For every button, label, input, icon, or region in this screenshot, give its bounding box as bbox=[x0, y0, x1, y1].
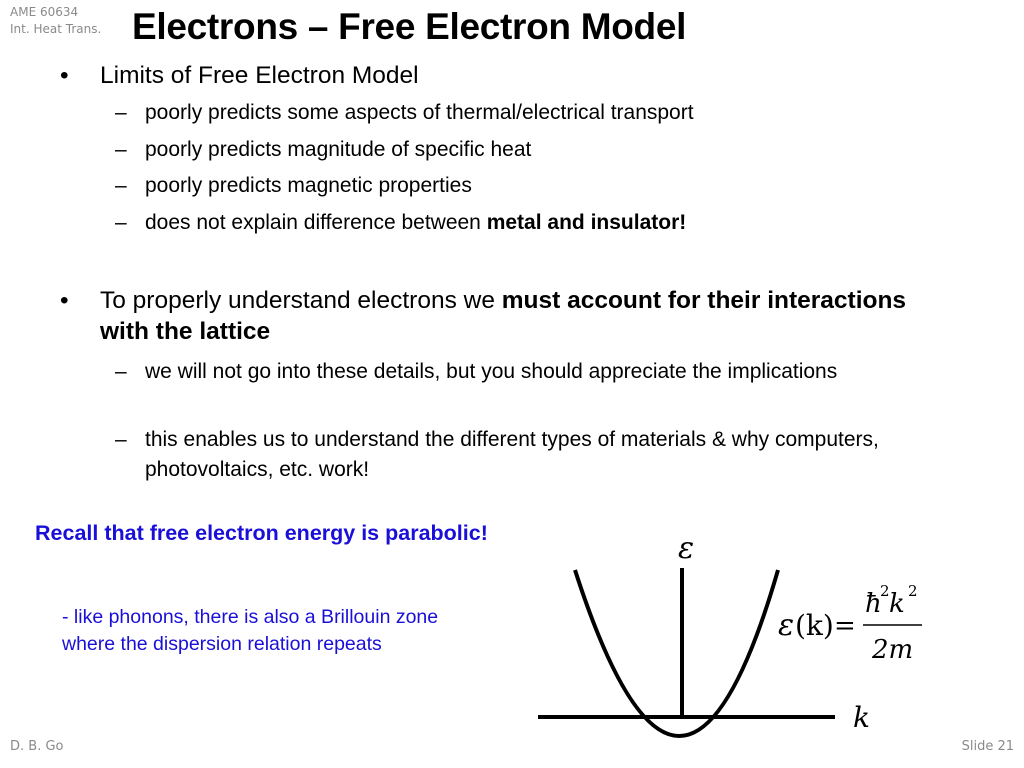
text-bold: must account for their interactions with the lattice bbox=[100, 287, 907, 345]
eq-epsilon: ε bbox=[778, 608, 795, 643]
brillouin-note: - like phonons, there is also a Brillouin zone where the dispersion relation repeats bbox=[62, 606, 439, 655]
dispersion-equation bbox=[778, 582, 922, 665]
dispersion-diagram bbox=[520, 530, 940, 740]
sub-bullet-magnetic bbox=[115, 171, 915, 201]
eq-k: k bbox=[889, 589, 905, 619]
bullet-limits bbox=[60, 60, 920, 91]
eq-k-exponent: 2 bbox=[908, 582, 918, 600]
course-code: AME 60634 bbox=[10, 5, 79, 19]
bullet-text: Limits of Free Electron Model bbox=[100, 62, 419, 89]
eq-denominator: 2m bbox=[872, 635, 914, 665]
dash-marker: – bbox=[115, 174, 127, 197]
sub-bullet-materials bbox=[115, 425, 915, 485]
dash-marker: – bbox=[115, 428, 127, 451]
sub-bullet-text bbox=[145, 208, 915, 238]
dash-marker: – bbox=[115, 211, 127, 234]
footer-author: D. B. Go bbox=[10, 739, 64, 754]
dash-marker: – bbox=[115, 138, 127, 161]
bullet-text bbox=[100, 285, 920, 347]
sub-bullet-text: poorly predicts magnetic properties bbox=[145, 174, 472, 197]
k-axis-label: k bbox=[853, 701, 870, 734]
sub-bullet-transport bbox=[115, 98, 915, 128]
bullet-marker: • bbox=[60, 287, 69, 314]
slide-title: Electrons – Free Electron Model bbox=[132, 6, 687, 47]
dash-marker: – bbox=[115, 101, 127, 124]
bullet-marker: • bbox=[60, 62, 69, 89]
sub-bullet-text: poorly predicts magnitude of specific heat bbox=[145, 138, 532, 161]
sub-bullet-text: poorly predicts some aspects of thermal/electrical transport bbox=[145, 101, 694, 124]
text-bold: metal and insulator! bbox=[486, 211, 687, 234]
dash-marker: – bbox=[115, 360, 127, 383]
sub-bullet-text: we will not go into these details, but you should appreciate the implications bbox=[145, 360, 838, 383]
eq-argument: (k) bbox=[795, 609, 834, 642]
footer-slide-number: Slide 21 bbox=[961, 739, 1014, 754]
eq-equals: = bbox=[834, 611, 856, 641]
eq-hbar-exponent: 2 bbox=[880, 582, 890, 600]
course-name: Int. Heat Trans. bbox=[10, 22, 102, 36]
sub-bullet-metal-insulator bbox=[115, 208, 915, 238]
sub-bullet-text: this enables us to understand the different types of materials & why computers, photovoltaics, etc. work! bbox=[145, 428, 879, 481]
sub-bullet-specific-heat bbox=[115, 135, 915, 165]
course-label bbox=[10, 4, 101, 38]
eq-hbar: ħ bbox=[865, 589, 882, 619]
parabola-curve bbox=[575, 570, 778, 736]
sub-bullet-details bbox=[115, 357, 915, 387]
energy-axis-label: ε bbox=[678, 531, 695, 566]
bullet-lattice bbox=[60, 285, 920, 347]
recall-callout: Recall that free electron energy is parabolic! bbox=[35, 521, 488, 545]
text-plain: does not explain difference between bbox=[145, 211, 487, 234]
text-plain: To properly understand electrons we bbox=[100, 287, 502, 314]
